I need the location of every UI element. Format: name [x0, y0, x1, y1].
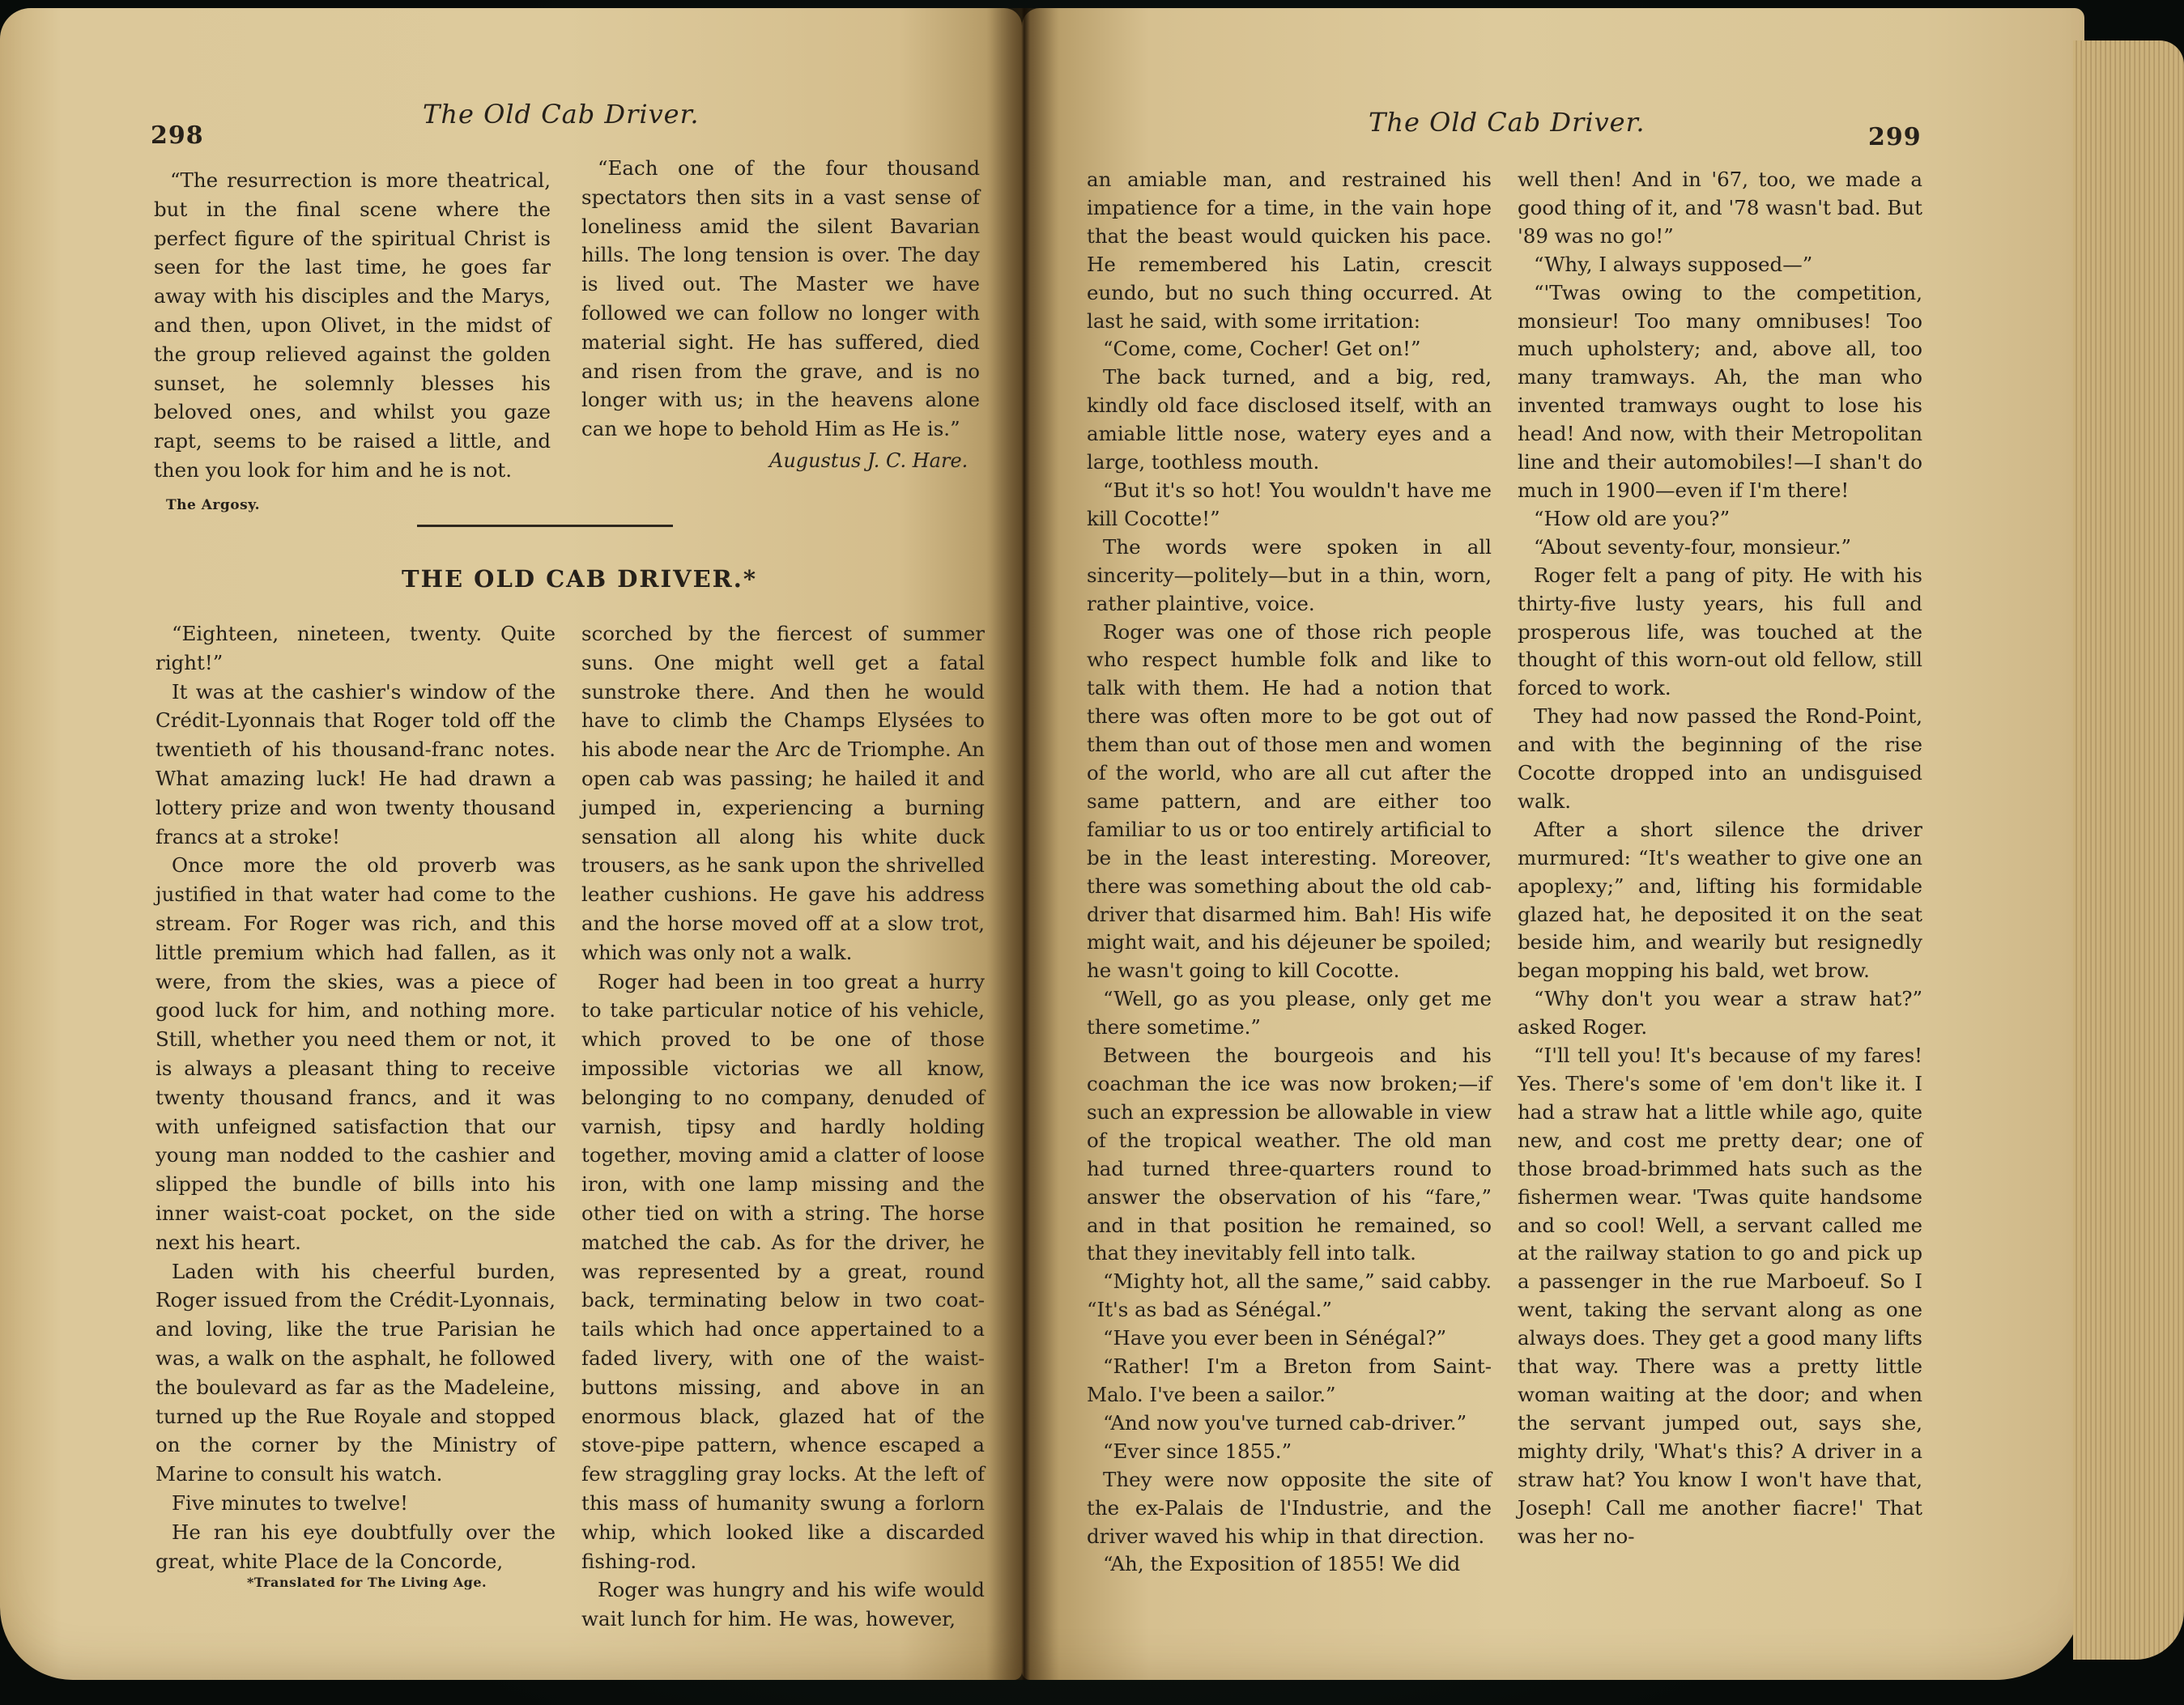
paragraph: “'Twas owing to the competition, monsieur! Too many omnibuses! Too much upholstery; and, above all, too many tramways. Ah, the man who invented tramways ought to lose his head! And now, with their Metropolitan line and their automobiles!—I shan't do much in 1900—even if I'm there! — [1518, 280, 1922, 502]
paragraph: “Have you ever been in Sénégal?” — [1103, 1326, 1447, 1350]
paragraph: They had now passed the Rond-Point, and with the beginning of the rise Cocotte dropped into an undisguised walk. — [1518, 704, 1922, 813]
left-page — [0, 8, 1022, 1680]
paragraph: “But it's so hot! You wouldn't have me kill Cocotte!” — [1087, 478, 1492, 530]
paragraph: Roger was hungry and his wife would wait lunch for him. He was, however, — [581, 1578, 985, 1631]
paragraph: well then! And in '67, too, we made a good thing of it, and '78 wasn't bad. But '89 was no go!” — [1518, 168, 1922, 248]
paragraph: “Rather! I'm a Breton from Saint-Malo. I've been a sailor.” — [1087, 1354, 1492, 1406]
story-title: THE OLD CAB DRIVER.* — [402, 565, 758, 593]
paragraph: “How old are you?” — [1534, 506, 1731, 530]
paragraph: Five minutes to twelve! — [172, 1490, 409, 1515]
paragraph: “Eighteen, nineteen, twenty. Quite right!” — [155, 622, 556, 674]
paragraph: “Ah, the Exposition of 1855! We did — [1103, 1552, 1461, 1576]
paragraph: Roger felt a pang of pity. He with his thirty-five lusty years, his full and prosperous life, was touched at the thought of this worn-out old fellow, still forced to work. — [1518, 563, 1922, 700]
story-column-2 — [581, 619, 985, 1634]
right-column-1 — [1087, 166, 1492, 1579]
page-number-right: 299 — [1868, 123, 1922, 151]
quote-author: Augustus J. C. Hare. — [769, 449, 969, 472]
paragraph: After a short silence the driver murmured: “It's weather to give one an apoplexy;” and, lifting his formidable glazed hat, he deposited it on the seat beside him, and wearily but resignedly began mopping his bald, wet brow. — [1518, 817, 1922, 983]
paragraph: “And now you've turned cab-driver.” — [1103, 1410, 1467, 1435]
paragraph: He ran his eye doubtfully over the great, white Place de la Concorde, — [155, 1520, 556, 1573]
running-head-left: The Old Cab Driver. — [423, 99, 700, 130]
paragraph: It was at the cashier's window of the Crédit-Lyonnais that Roger told off the twentieth of his thousand-franc notes. What amazing luck! He had drawn a lottery prize and won twenty thousand francs at a stroke! — [155, 679, 556, 848]
paragraph: “Well, go as you please, only get me there sometime.” — [1087, 987, 1492, 1040]
page-number-left: 298 — [151, 121, 204, 150]
paragraph: “About seventy-four, monsieur.” — [1534, 534, 1852, 559]
paragraph: The words were spoken in all sincerity—politely—but in a thin, worn, rather plaintive, voice. — [1087, 534, 1492, 615]
paragraph: “Come, come, Cocher! Get on!” — [1103, 337, 1421, 361]
paragraph: Roger was one of those rich people who respect humble folk and like to talk with them. He had a notion that there was often more to be got out of them than out of those men and women of the world, who are all cut after the same pattern, and are either too familiar to us or too entirely artificial to be in the least interesting. Moreover, there was something about the old cab-driver that disarmed him. Bah! His wife might wait, and his déjeuner be spoiled; he wasn't going to kill Cocotte. — [1087, 619, 1492, 983]
paragraph: “The resurrection is more theatrical, but in the final scene where the perfect figure of the spiritual Christ is seen for the last time, he goes far away with his disciples and the Marys, and then, upon Olivet, in the midst of the group relieved against the golden sunset, he solemnly blesses his beloved ones, and whilst you gaze rapt, seems to be raised a little, and then you look for him and he is not. — [154, 168, 551, 482]
footnote: *Translated for The Living Age. — [247, 1575, 487, 1590]
paragraph: “Ever since 1855.” — [1103, 1439, 1292, 1463]
section-divider — [417, 525, 673, 527]
running-head-right: The Old Cab Driver. — [1369, 107, 1645, 138]
paragraph: “Why don't you wear a straw hat?” asked Roger. — [1518, 987, 1922, 1040]
paragraph: The back turned, and a big, red, kindly old face disclosed itself, with an amiable little nose, watery eyes and a large, toothless mouth. — [1087, 365, 1492, 474]
page-edges — [2073, 40, 2184, 1660]
right-column-2 — [1518, 166, 1922, 1550]
quote-column-1 — [154, 166, 551, 485]
paragraph: “I'll tell you! It's because of my fares! Yes. There's some of 'em don't like it. I had a straw hat a little while ago, quite new, and cost me pretty dear; one of those broad-brimmed hats such as the fishermen wear. 'Twas quite handsome and so cool! Well, a servant called me at the railway station to go and pick up a passenger in the rue Marboeuf. So I went, taking the servant along as one always does. They get a good many lifts that way. There was a pretty little woman waiting at the door; and when the servant jumped out, says she, mighty drily, 'What's this? A driver in a straw hat? You know I won't have that, Joseph! Call me another fiacre!' That was her no- — [1518, 1044, 1922, 1548]
paragraph: “Mighty hot, all the same,” said cabby. “It's as bad as Sénégal.” — [1087, 1269, 1492, 1322]
paragraph: Laden with his cheerful burden, Roger issued from the Crédit-Lyonnais, and loving, like the true Parisian he was, a walk on the asphalt, he followed the boulevard as far as the Madeleine, turned up the Rue Royale and stopped on the corner by the Ministry of Marine to consult his watch. — [155, 1259, 556, 1486]
book-gutter — [986, 8, 1059, 1680]
quote-column-2 — [581, 154, 980, 444]
right-page — [1022, 8, 2084, 1680]
paragraph: an amiable man, and restrained his impatience for a time, in the vain hope that the beast would quicken his pace. He remembered his Latin, crescit eundo, but no such thing occurred. At last he said, with some irritation: — [1087, 168, 1492, 333]
story-column-1 — [155, 619, 556, 1575]
paragraph: Between the bourgeois and his coachman the ice was now broken;—if such an expression be allowable in view of the tropical weather. The old man had turned three-quarters round to answer the observation of his “fare,” and in that position he remained, so that they inevitably fell into talk. — [1087, 1044, 1492, 1265]
quote-source: The Argosy. — [166, 497, 261, 513]
paragraph: Once more the old proverb was justified in that water had come to the stream. For Roger was rich, and this little premium which had fallen, as it were, from the skies, was a piece of good luck for him, and nothing more. Still, whether you need them or not, it is always a pleasant thing to receive twenty thousand francs, and it was with unfeigned satisfaction that our young man nodded to the cashier and slipped the bundle of bills into his inner waist-coat pocket, on the side next his heart. — [155, 853, 556, 1254]
paragraph: scorched by the fiercest of summer suns. One might well get a fatal sunstroke there. And then he would have to climb the Champs Elysées to his abode near the Arc de Triomphe. An open cab was passing; he hailed it and jumped in, experiencing a burning sensation all along his white duck trousers, as he sank upon the shrivelled leather cushions. He gave his address and the horse moved off at a slow trot, which was only not a walk. — [581, 622, 985, 964]
paragraph: Roger had been in too great a hurry to take particular notice of his vehicle, which proved to be one of those impossible victorias we all know, belonging to no company, denuded of varnish, tipsy and hardly holding together, moving amid a clatter of loose iron, with one lamp missing and the other tied on with a string. The horse matched the cab. As for the driver, he was represented by a great, round back, terminating below in two coat-tails which had once appertained to a faded livery, with one of the waist-buttons missing, and above in an enormous black, glazed hat of the stove-pipe pattern, whence escaped a few straggling gray locks. At the left of this mass of humanity swung a forlorn whip, which looked like a discarded fishing-rod. — [581, 969, 985, 1573]
paragraph: They were now opposite the site of the ex-Palais de l'Industrie, and the driver waved his whip in that direction. — [1087, 1467, 1492, 1548]
paragraph: “Each one of the four thousand spectators then sits in a vast sense of loneliness amid the silent Bavarian hills. The long tension is over. The day is lived out. The Master we have followed we can follow no longer with material sight. He has suffered, died and risen from the grave, and is no longer with us; in the heavens alone can we hope to behold Him as He is.” — [581, 156, 980, 441]
paragraph: “Why, I always supposed—” — [1534, 252, 1813, 276]
